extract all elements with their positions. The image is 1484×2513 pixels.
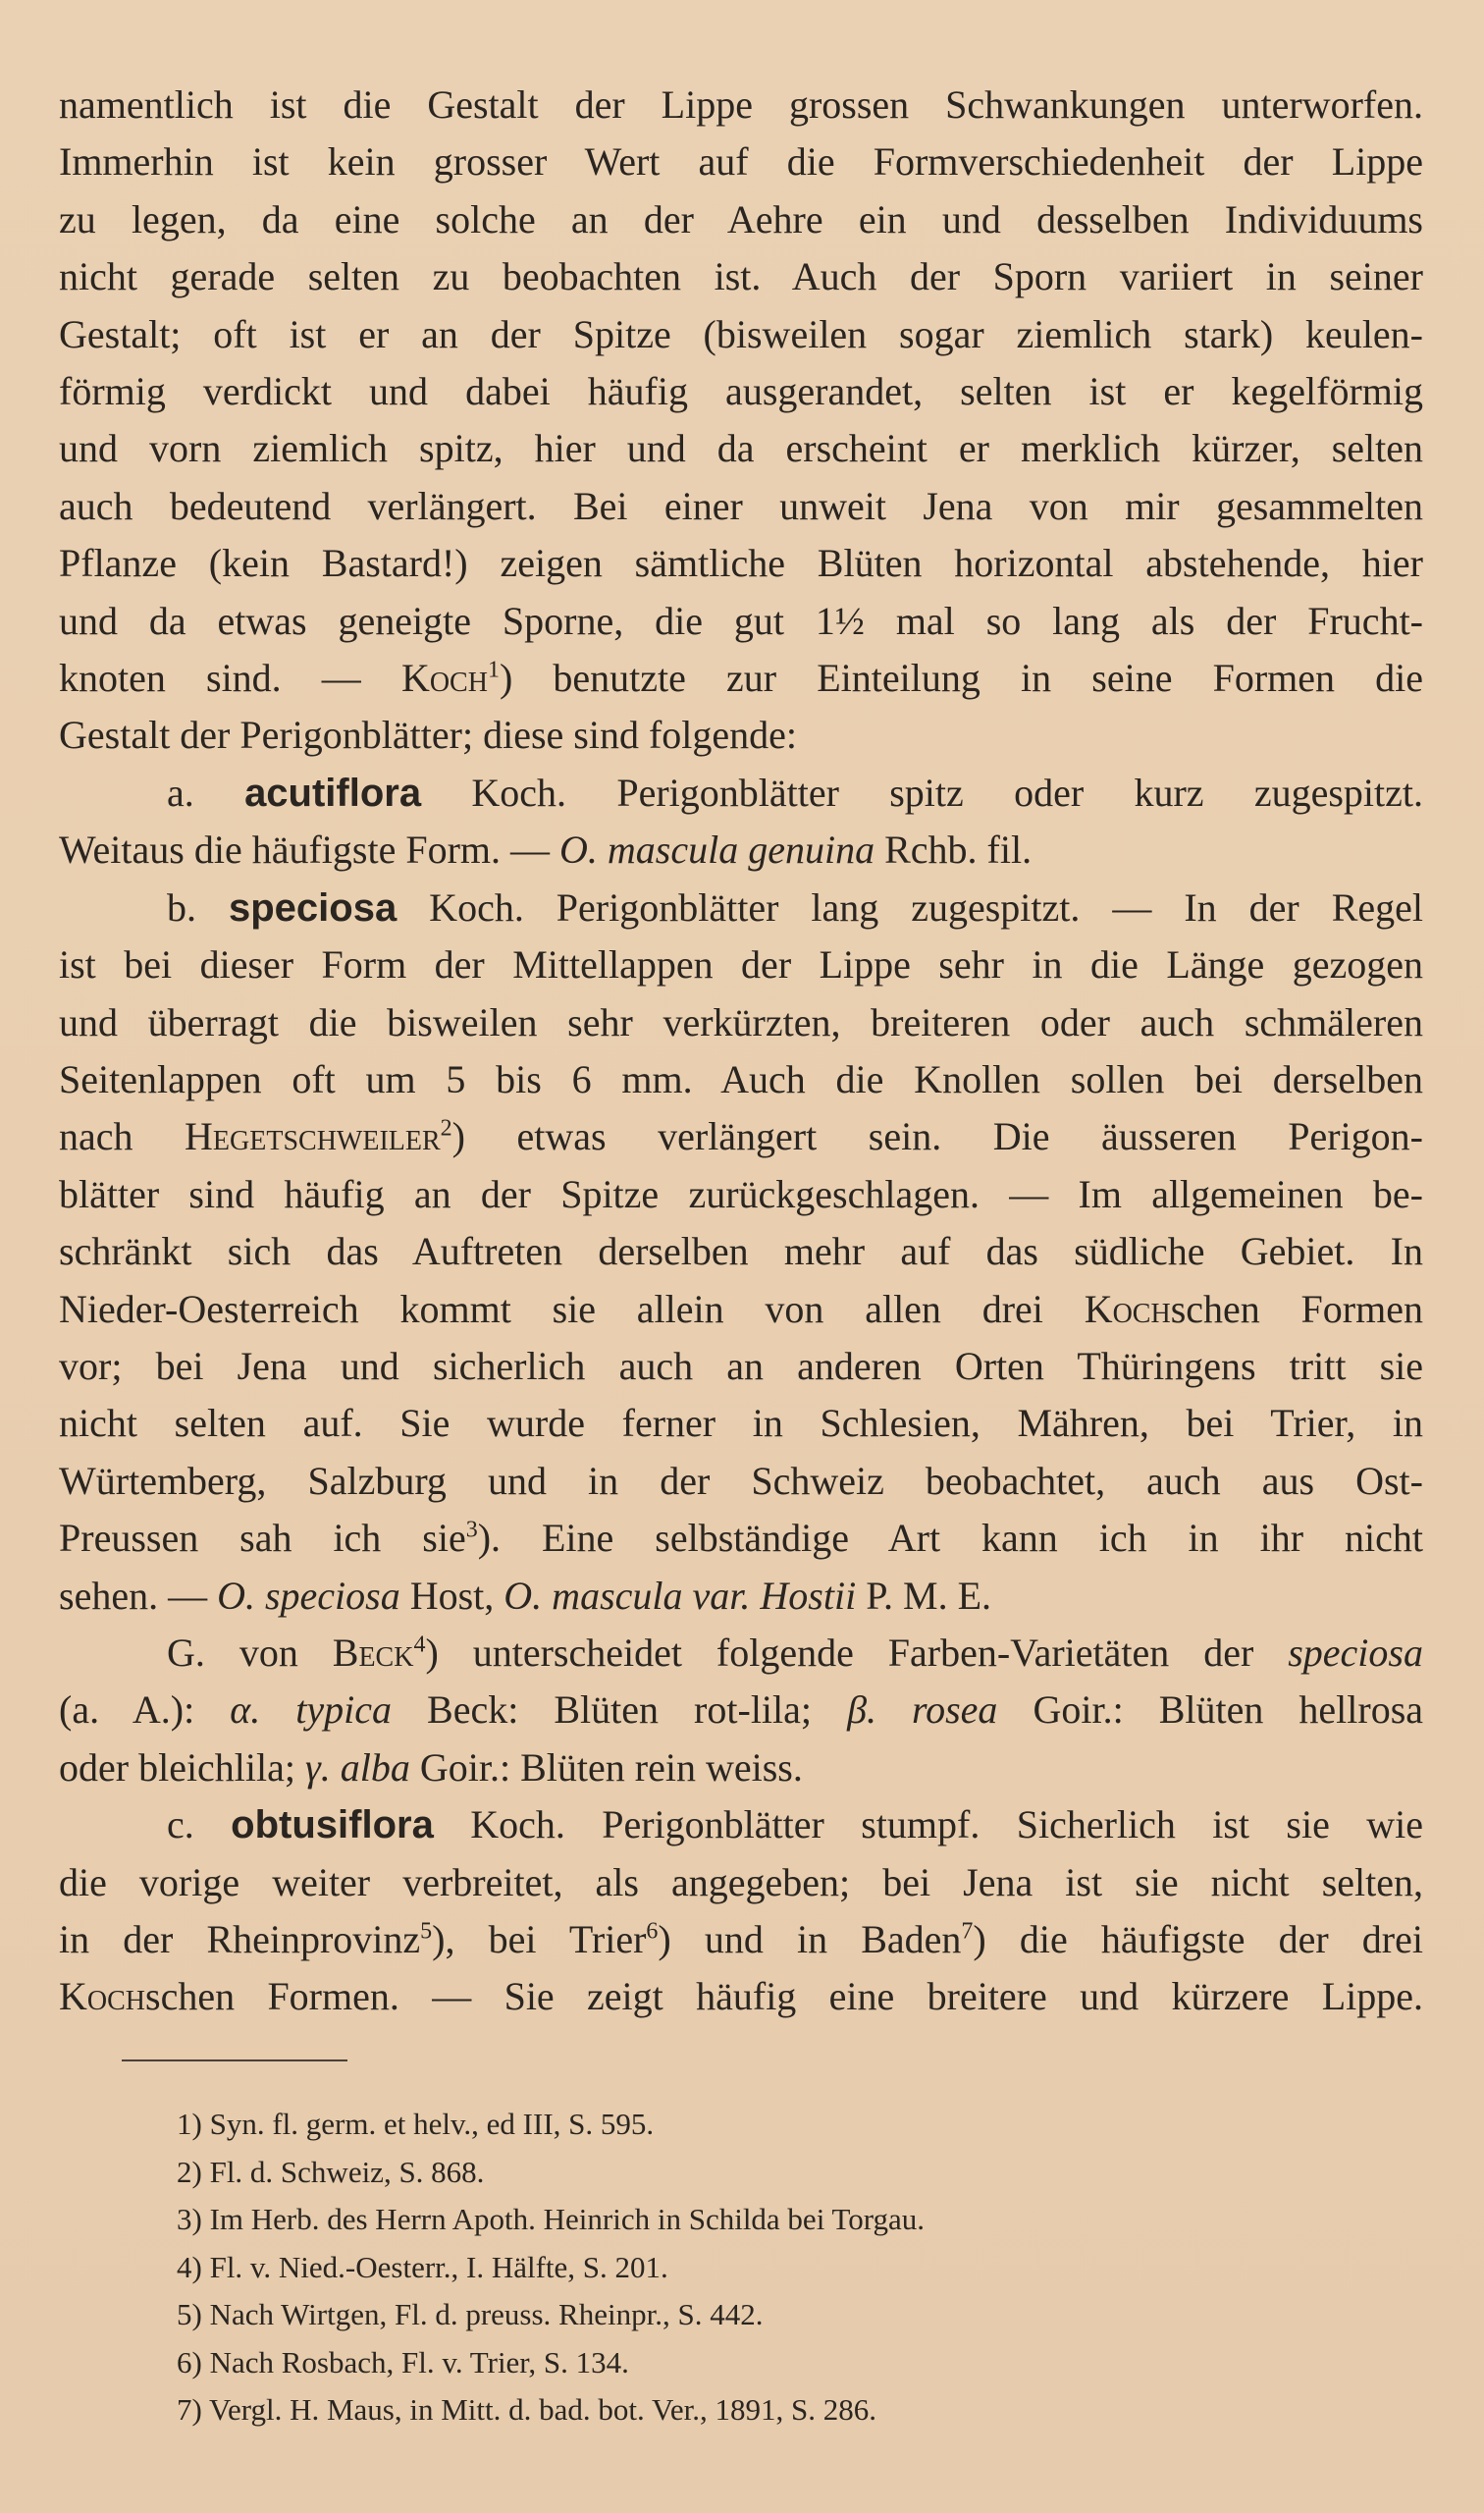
text-line: Kochschen Formen. — Sie zeigt häufig eine breitere und kürzere Lippe. — [59, 1974, 1423, 2019]
footnote: 1) Syn. fl. germ. et helv., ed III, S. 595. — [177, 2107, 655, 2141]
form-name: obtusiflora — [231, 1803, 434, 1847]
text-line: nicht selten auf. Sie wurde ferner in Schlesien, Mähren, bei Trier, in — [59, 1401, 1423, 1446]
footnotes — [177, 2101, 1256, 2434]
text-line: Gestalt der Perigonblätter; diese sind folgende: — [59, 713, 798, 758]
text-line: auch bedeutend verlängert. Bei einer unweit Jena von mir gesammelten — [59, 483, 1423, 528]
text-line: Nieder-Oesterreich kommt sie allein von allen drei Kochschen Formen — [59, 1286, 1423, 1331]
author-name: Koch — [400, 656, 488, 701]
author-name: Koch — [1084, 1286, 1171, 1331]
form-name: acutiflora — [244, 771, 422, 815]
text-line: und vorn ziemlich spitz, hier und da erscheint er merklich kürzer, selten — [59, 426, 1423, 471]
text-line: (a. A.): α. typica Beck: Blüten rot-lila; β. rosea Goir.: Blüten hellrosa — [59, 1687, 1424, 1733]
text-line: und da etwas geneigte Sporne, die gut 1½ mal so lang als der Frucht- — [59, 598, 1423, 643]
text-line: Weitaus die häufigste Form. — O. mascula genuina Rchb. fil. — [59, 828, 1033, 873]
footnote-ref: 6 — [646, 1918, 659, 1945]
text-line: ist bei dieser Form der Mittellappen der Lippe sehr in die Länge gezogen — [59, 942, 1423, 988]
text-line: Seitenlappen oft um 5 bis 6 mm. Auch die Knollen sollen bei derselben — [59, 1056, 1423, 1101]
footnote-divider — [122, 2059, 347, 2061]
author-name: Beck — [332, 1630, 414, 1675]
text-line: Immerhin ist kein grosser Wert auf die Formverschiedenheit der Lippe — [59, 139, 1423, 185]
footnote: 7) Vergl. H. Maus, in Mitt. d. bad. bot. Ver., 1891, S. 286. — [177, 2392, 877, 2427]
text-line: die vorige weiter verbreitet, als angegeben; bei Jena ist sie nicht selten, — [59, 1859, 1423, 1904]
text-line: und überragt die bisweilen sehr verkürzten, breiteren oder auch schmäleren — [59, 999, 1423, 1044]
footnote-ref: 3 — [465, 1517, 478, 1543]
footnote-ref: 2 — [440, 1115, 452, 1142]
footnote-ref: 5 — [420, 1918, 433, 1945]
text-line: förmig verdickt und dabei häufig ausgerandet, selten ist er kegelförmig — [59, 369, 1423, 414]
footnote-ref: 7 — [961, 1918, 974, 1945]
text-line: oder bleichlila; γ. alba Goir.: Blüten rein weiss. — [59, 1744, 803, 1790]
main-text — [59, 77, 1423, 2026]
text-line: nicht gerade selten zu beobachten ist. Auch der Sporn variiert in seiner — [59, 254, 1423, 299]
text-line: schränkt sich das Auftreten derselben mehr auf das südliche Gebiet. In — [59, 1229, 1423, 1274]
text-line: Pflanze (kein Bastard!) zeigen sämtliche Blüten horizontal abstehende, hier — [59, 541, 1423, 586]
footnote: 6) Nach Rosbach, Fl. v. Trier, S. 134. — [177, 2344, 629, 2379]
text-line: Preussen sah ich sie$^3$). Eine selbständige Art kann ich in ihr nicht — [59, 1516, 1424, 1561]
form-name: speciosa — [228, 885, 398, 930]
text-line: blätter sind häufig an der Spitze zurückgeschlagen. — Im allgemeinen be- — [59, 1171, 1423, 1216]
footnote-ref: 4 — [413, 1631, 426, 1658]
item-a-heading: a. acutiflora Koch. Perigonblätter spitz oder kurz zugespitzt. — [167, 770, 1423, 815]
text-line: in der Rheinprovinz$^5$), bei Trier$^6$) und in Baden$^7$) die häufigste der drei — [59, 1917, 1423, 1961]
text-line: namentlich ist die Gestalt der Lippe grossen Schwankungen unterworfen. — [59, 82, 1423, 127]
text-line: Würtemberg, Salzburg und in der Schweiz beobachtet, auch aus Ost- — [59, 1458, 1423, 1503]
author-name: Hegetschweiler — [185, 1114, 441, 1159]
footnote: 5) Nach Wirtgen, Fl. d. preuss. Rheinpr., S. 442. — [177, 2297, 764, 2331]
text-line: knoten sind. — Koch$^1$) benutzte zur Einteilung in seine Formen die — [59, 656, 1424, 701]
item-b-heading: b. speciosa Koch. Perigonblätter lang zugespitzt. — In der Regel — [167, 884, 1423, 930]
paragraph-intro — [59, 77, 1423, 650]
text-line: nach Hegetschweiler$^2$) etwas verlängert sein. Die äusseren Perigon- — [59, 1114, 1423, 1159]
text-line: zu legen, da eine solche an der Aehre ein und desselben Individuums — [59, 196, 1423, 241]
item-c-heading: c. obtusiflora Koch. Perigonblätter stumpf. Sicherlich ist sie wie — [167, 1802, 1423, 1847]
footnote: 2) Fl. d. Schweiz, S. 868. — [177, 2154, 485, 2189]
footnote: 3) Im Herb. des Herrn Apoth. Heinrich in Schilda bei Torgau. — [177, 2202, 926, 2236]
text-line: Gestalt; oft ist er an der Spitze (bisweilen sogar ziemlich stark) keulen- — [59, 311, 1423, 356]
footnote-ref: 1 — [487, 657, 500, 683]
text-line: G. von Beck$^4$) unterscheidet folgende Farben-Varietäten der speciosa — [167, 1630, 1423, 1675]
text-line: sehen. — O. speciosa Host, O. mascula var. Hostii P. M. E. — [59, 1573, 991, 1618]
footnote: 4) Fl. v. Nied.-Oesterr., I. Hälfte, S. 201. — [177, 2249, 668, 2284]
author-name: Koch — [59, 1974, 146, 2019]
text-line: vor; bei Jena und sicherlich auch an anderen Orten Thüringens tritt sie — [59, 1343, 1423, 1388]
